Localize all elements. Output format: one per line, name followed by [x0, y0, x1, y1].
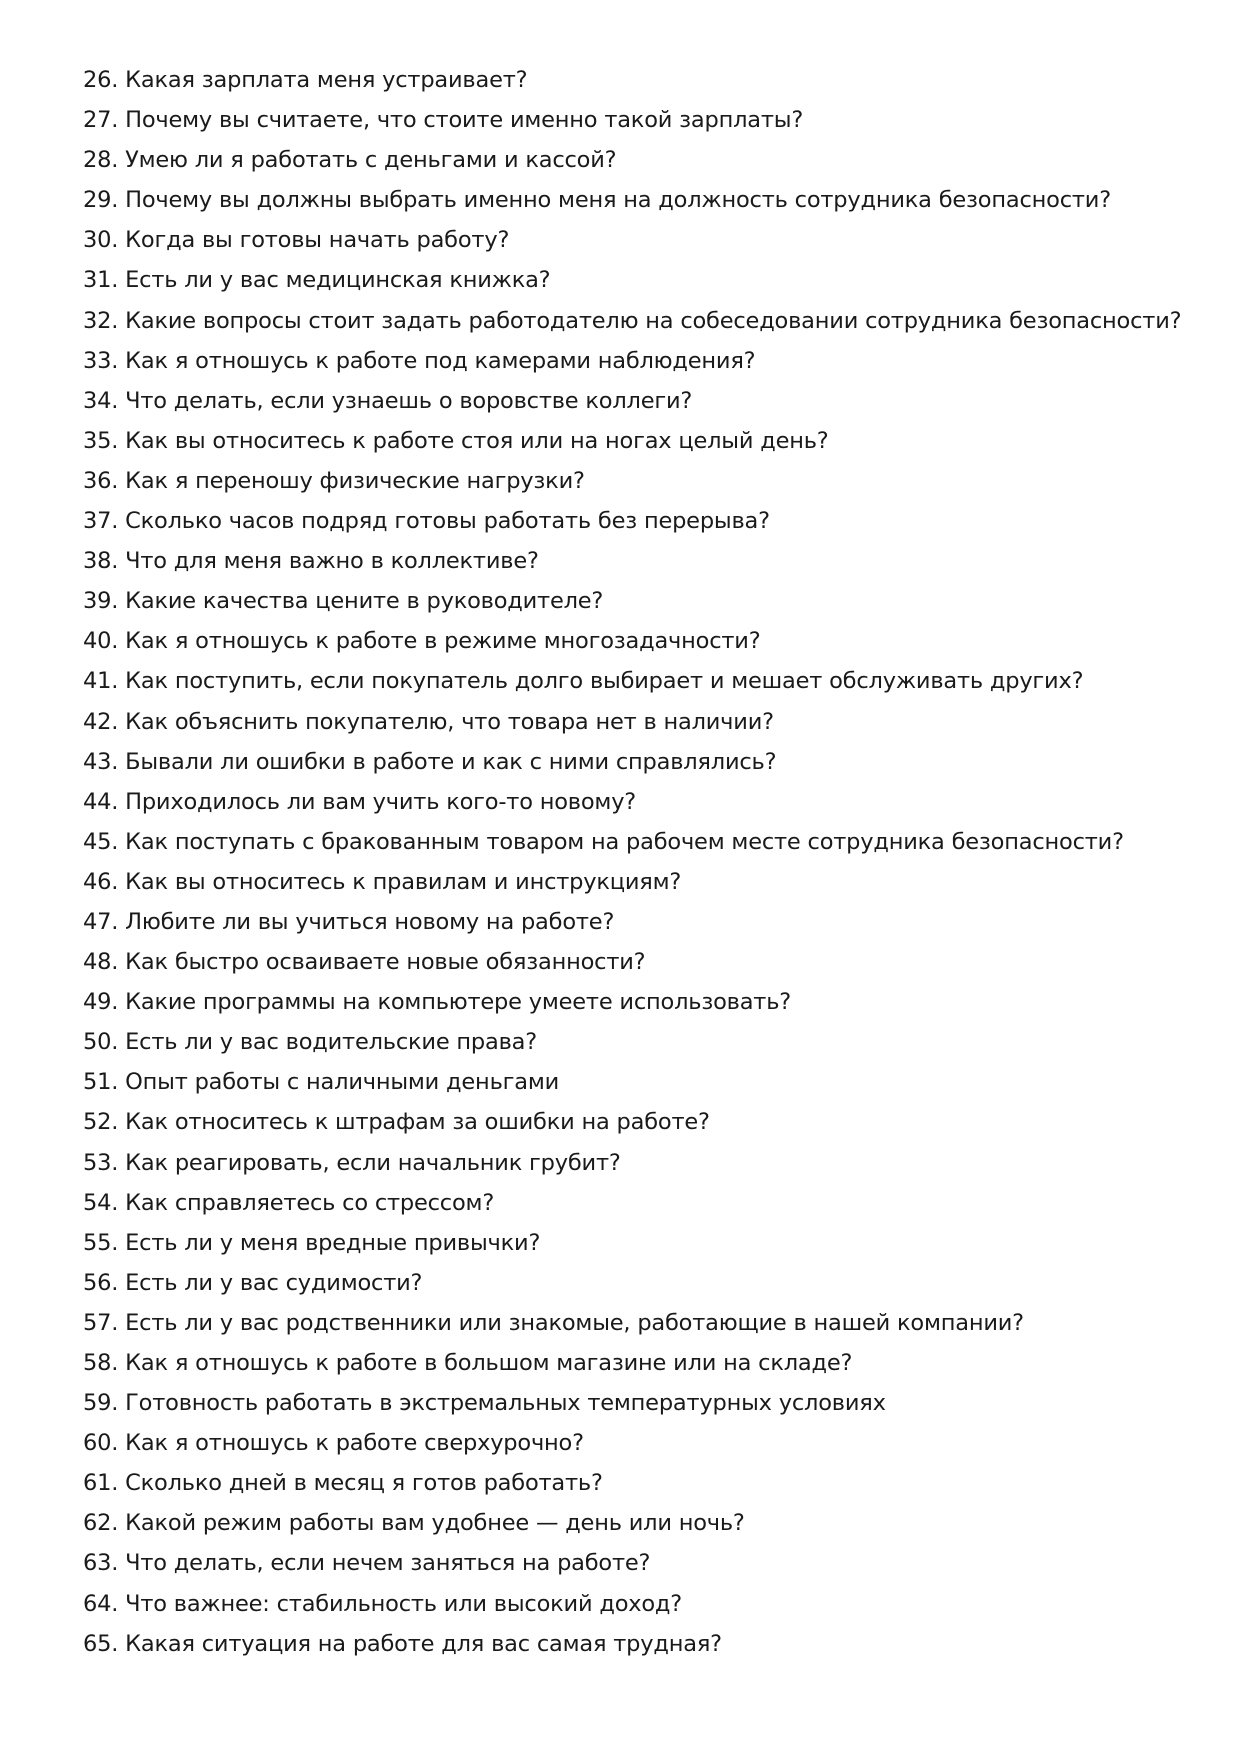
document-page: [83, 60, 1183, 1664]
list-item: 61. Сколько дней в месяц я готов работать?: [83, 1470, 603, 1497]
list-item: 64. Что важнее: стабильность или высокий доход?: [83, 1590, 683, 1617]
list-item: 65. Какая ситуация на работе для вас самая трудная?: [83, 1630, 722, 1657]
list-item: 46. Как вы относитесь к правилам и инструкциям?: [83, 868, 682, 895]
list-item: 41. Как поступить, если покупатель долго выбирает и мешает обслуживать других?: [83, 668, 1084, 695]
list-item: 36. Как я переношу физические нагрузки?: [83, 467, 585, 494]
list-item: 49. Какие программы на компьютере умеете использовать?: [83, 989, 792, 1016]
list-item: 39. Какие качества цените в руководителе?: [83, 588, 604, 615]
list-item: 40. Как я отношусь к работе в режиме многозадачности?: [83, 628, 761, 655]
list-item: 37. Сколько часов подряд готовы работать без перерыва?: [83, 508, 770, 535]
question-list: [83, 60, 1183, 1664]
list-item: 34. Что делать, если узнаешь о воровстве коллеги?: [83, 387, 693, 414]
list-item: 56. Есть ли у вас судимости?: [83, 1269, 423, 1296]
list-item: 58. Как я отношусь к работе в большом магазине или на складе?: [83, 1350, 853, 1376]
list-item: 35. Как вы относитесь к работе стоя или на ногах целый день?: [83, 427, 829, 454]
list-item: 62. Какой режим работы вам удобнее — день или ночь?: [83, 1510, 745, 1537]
list-item: 53. Как реагировать, если начальник грубит?: [83, 1149, 621, 1176]
list-item: 26. Какая зарплата меня устраивает?: [83, 67, 528, 93]
list-item: 32. Какие вопросы стоит задать работодателю на собеседовании сотрудника безопасности?: [83, 307, 1182, 334]
list-item: 44. Приходилось ли вам учить кого-то новому?: [83, 788, 637, 815]
list-item: 47. Любите ли вы учиться новому на работе?: [83, 908, 615, 935]
list-item: 57. Есть ли у вас родственники или знакомые, работающие в нашей компании?: [83, 1309, 1024, 1336]
list-item: 59. Готовность работать в экстремальных температурных условиях: [83, 1390, 886, 1417]
list-item: 54. Как справляетесь со стрессом?: [83, 1189, 495, 1216]
list-item: 30. Когда вы готовы начать работу?: [83, 227, 510, 254]
list-item: 51. Опыт работы с наличными деньгами: [83, 1069, 560, 1096]
list-item: 52. Как относитесь к штрафам за ошибки на работе?: [83, 1109, 710, 1136]
list-item: 60. Как я отношусь к работе сверхурочно?: [83, 1430, 584, 1457]
list-item: 33. Как я отношусь к работе под камерами наблюдения?: [83, 347, 756, 374]
list-item: 31. Есть ли у вас медицинская книжка?: [83, 267, 551, 294]
list-item: 27. Почему вы считаете, что стоите именно такой зарплаты?: [83, 107, 804, 134]
list-item: 42. Как объяснить покупателю, что товара нет в наличии?: [83, 708, 774, 735]
list-item: 48. Как быстро осваиваете новые обязанности?: [83, 949, 646, 976]
list-item: 45. Как поступать с бракованным товаром на рабочем месте сотрудника безопасности?: [83, 828, 1124, 855]
list-item: 55. Есть ли у меня вредные привычки?: [83, 1229, 541, 1256]
list-item: 50. Есть ли у вас водительские права?: [83, 1029, 537, 1056]
list-item: 28. Умею ли я работать с деньгами и кассой?: [83, 147, 617, 174]
list-item: 63. Что делать, если нечем заняться на работе?: [83, 1550, 651, 1577]
list-item: 38. Что для меня важно в коллективе?: [83, 548, 539, 575]
list-item: 29. Почему вы должны выбрать именно меня на должность сотрудника безопасности?: [83, 187, 1111, 214]
list-item: 43. Бывали ли ошибки в работе и как с ними справлялись?: [83, 748, 777, 775]
